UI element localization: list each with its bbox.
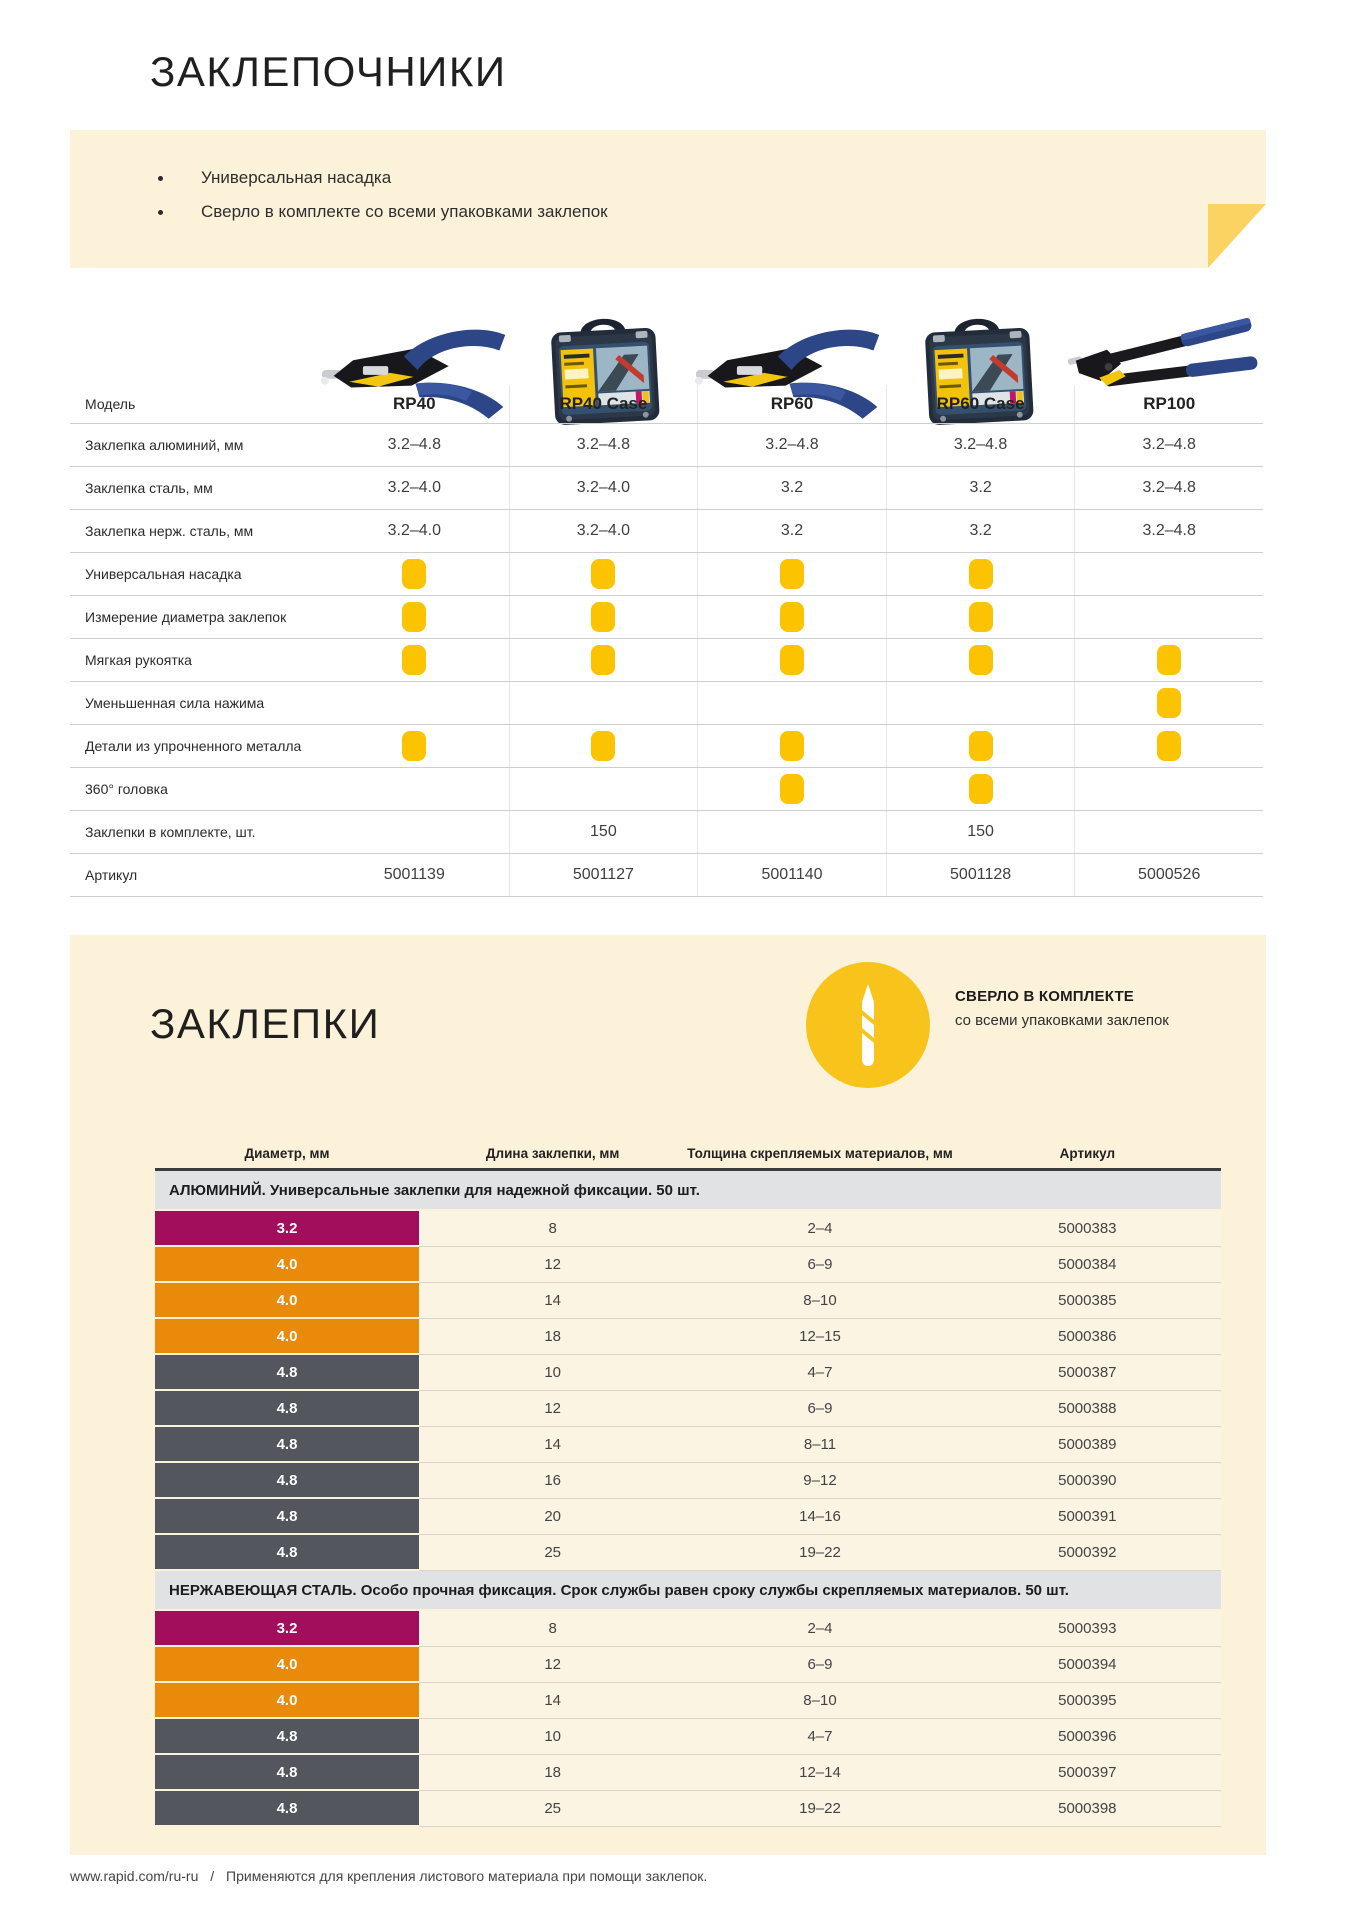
table-cell — [320, 639, 509, 681]
rivet-row — [155, 1683, 1221, 1719]
table-cell: 150 — [509, 811, 698, 853]
feature-check-icon — [969, 731, 993, 761]
row-label: Измерение диаметра заклепок — [85, 609, 287, 625]
rivet-length-cell: 12 — [419, 1391, 686, 1427]
table-cell — [320, 682, 509, 724]
table-row-flag — [70, 639, 1263, 682]
rivet-length-cell: 14 — [419, 1683, 686, 1719]
table-cell: 3.2 — [886, 510, 1075, 552]
rivet-thickness-cell: 6–9 — [686, 1647, 953, 1683]
table-cell: 3.2–4.8 — [509, 424, 698, 466]
model-name-label: RP100 — [1143, 394, 1196, 413]
row-label: Заклепка алюминий, мм — [85, 437, 244, 453]
table-cell: 3.2 — [886, 467, 1075, 509]
rivet-sku-cell: 5000398 — [954, 1791, 1221, 1827]
table-row-text — [70, 854, 1263, 897]
drill-included-badge — [806, 962, 930, 1088]
rivet-sku-cell: 5000393 — [954, 1611, 1221, 1647]
model-name-rp40-case — [509, 385, 698, 423]
table-row-flag — [70, 768, 1263, 811]
rivet-length-cell: 25 — [419, 1535, 686, 1571]
rivet-length-cell: 20 — [419, 1499, 686, 1535]
feature-check-icon — [780, 602, 804, 632]
drill-badge-caption — [955, 988, 1169, 1029]
feature-check-icon — [780, 559, 804, 589]
feature-check-icon — [1157, 645, 1181, 675]
table-cell — [886, 553, 1075, 595]
table-cell — [886, 725, 1075, 767]
model-name-label: RP40 Case — [559, 394, 648, 413]
table-cell — [320, 596, 509, 638]
feature-check-icon — [591, 559, 615, 589]
bullet-dot-icon — [158, 210, 163, 215]
table-cell — [886, 768, 1075, 810]
rivet-length-cell: 10 — [419, 1355, 686, 1391]
drill-bit-icon — [806, 962, 930, 1088]
row-label: Универсальная насадка — [85, 566, 242, 582]
rivet-row — [155, 1611, 1221, 1647]
feature-check-icon — [402, 731, 426, 761]
table-cell — [1074, 811, 1263, 853]
rivet-sku-cell: 5000387 — [954, 1355, 1221, 1391]
row-label: Мягкая рукоятка — [85, 652, 192, 668]
table-cell — [1074, 682, 1263, 724]
rivet-thickness-cell: 2–4 — [686, 1611, 953, 1647]
column-header-diameter: Диаметр, мм — [244, 1145, 330, 1161]
rivet-length-cell: 16 — [419, 1463, 686, 1499]
rivet-thickness-cell: 8–10 — [686, 1683, 953, 1719]
table-cell: 5000526 — [1074, 854, 1263, 896]
rivet-sku-cell: 5000384 — [954, 1247, 1221, 1283]
rivet-sku-cell: 5000396 — [954, 1719, 1221, 1755]
column-header-thickness: Толщина скрепляемых материалов, мм — [687, 1145, 953, 1161]
row-label: Заклепка нерж. сталь, мм — [85, 523, 254, 539]
table-cell: 3.2–4.8 — [886, 424, 1075, 466]
rivet-row — [155, 1283, 1221, 1319]
bullet-dot-icon — [158, 176, 163, 181]
rivet-thickness-cell: 8–10 — [686, 1283, 953, 1319]
rivets-table — [155, 1138, 1221, 1827]
rivets-section-band: НЕРЖАВЕЮЩАЯ СТАЛЬ. Особо прочная фиксация. Срок службы равен сроку службы скрепляемых материалов. 50 шт. — [155, 1571, 1221, 1609]
feature-check-icon — [969, 602, 993, 632]
model-name-rp40 — [320, 385, 509, 423]
rivet-row — [155, 1535, 1221, 1571]
rivet-row — [155, 1463, 1221, 1499]
column-header-length: Длина заклепки, мм — [485, 1145, 620, 1161]
rivet-row — [155, 1247, 1221, 1283]
rivet-row — [155, 1211, 1221, 1247]
rivet-sku-cell: 5000388 — [954, 1391, 1221, 1427]
intro-bullet-item — [158, 202, 608, 222]
rivet-row — [155, 1319, 1221, 1355]
rivet-diameter-cell: 4.0 — [155, 1247, 419, 1283]
rivet-diameter-cell: 4.0 — [155, 1319, 419, 1355]
footer-url: www.rapid.com/ru-ru — [70, 1868, 199, 1884]
table-cell — [697, 725, 886, 767]
table-row-flag — [70, 725, 1263, 768]
table-cell — [697, 682, 886, 724]
rivet-length-cell: 12 — [419, 1647, 686, 1683]
rivet-sku-cell: 5000392 — [954, 1535, 1221, 1571]
feature-check-icon — [1157, 688, 1181, 718]
intro-bullet-item — [158, 168, 608, 188]
table-cell — [1074, 639, 1263, 681]
rivet-diameter-cell: 4.8 — [155, 1791, 419, 1827]
rivet-row — [155, 1499, 1221, 1535]
table-cell — [320, 768, 509, 810]
intro-highlight-box — [70, 130, 1266, 268]
rivet-sku-cell: 5000385 — [954, 1283, 1221, 1319]
table-cell — [697, 639, 886, 681]
table-row-flag — [70, 553, 1263, 596]
model-name-label: RP40 — [393, 394, 436, 413]
drill-caption-subtitle: со всеми упаковками заклепок — [955, 1012, 1169, 1029]
rivet-sku-cell: 5000391 — [954, 1499, 1221, 1535]
table-cell — [697, 768, 886, 810]
table-cell: 5001140 — [697, 854, 886, 896]
rivet-thickness-cell: 6–9 — [686, 1247, 953, 1283]
rivet-diameter-cell: 4.8 — [155, 1463, 419, 1499]
rivet-diameter-cell: 4.8 — [155, 1499, 419, 1535]
model-name-rp100 — [1074, 385, 1263, 423]
model-name-rp60 — [697, 385, 886, 423]
rivet-sku-cell: 5000397 — [954, 1755, 1221, 1791]
rivet-diameter-cell: 4.8 — [155, 1391, 419, 1427]
feature-check-icon — [1157, 731, 1181, 761]
table-cell: 3.2–4.8 — [1074, 467, 1263, 509]
row-label: Уменьшенная сила нажима — [85, 695, 265, 711]
rivet-length-cell: 25 — [419, 1791, 686, 1827]
table-cell: 3.2–4.8 — [697, 424, 886, 466]
table-cell: 3.2–4.0 — [387, 479, 441, 496]
rivets-table-body — [155, 1171, 1221, 1827]
feature-check-icon — [402, 645, 426, 675]
rivet-diameter-cell: 4.8 — [155, 1355, 419, 1391]
model-name-label: RP60 — [770, 394, 814, 413]
table-row-text — [70, 467, 1263, 510]
row-label: 360° головка — [85, 781, 168, 797]
rivet-row — [155, 1755, 1221, 1791]
table-cell — [886, 682, 1075, 724]
feature-check-icon — [402, 602, 426, 632]
rivet-length-cell: 12 — [419, 1247, 686, 1283]
feature-check-icon — [780, 645, 804, 675]
feature-check-icon — [969, 645, 993, 675]
intro-bullet-list — [158, 168, 608, 236]
rivet-sku-cell: 5000394 — [954, 1647, 1221, 1683]
rivet-thickness-cell: 6–9 — [686, 1391, 953, 1427]
rivet-diameter-cell: 4.0 — [155, 1647, 419, 1683]
table-cell — [697, 811, 886, 853]
feature-check-icon — [591, 645, 615, 675]
rivet-thickness-cell: 4–7 — [686, 1355, 953, 1391]
rivet-diameter-cell: 4.8 — [155, 1755, 419, 1791]
row-label: Детали из упрочненного металла — [85, 738, 302, 754]
table-cell: 3.2 — [697, 510, 886, 552]
table-cell: 3.2–4.0 — [387, 522, 441, 539]
table-cell — [1074, 768, 1263, 810]
rivet-sku-cell: 5000386 — [954, 1319, 1221, 1355]
rivet-thickness-cell: 2–4 — [686, 1211, 953, 1247]
table-cell — [886, 639, 1075, 681]
rivet-diameter-cell: 4.8 — [155, 1719, 419, 1755]
rivet-thickness-cell: 19–22 — [686, 1791, 953, 1827]
intro-bullet-text: Универсальная насадка — [201, 168, 392, 187]
feature-check-icon — [402, 559, 426, 589]
rivet-thickness-cell: 9–12 — [686, 1463, 953, 1499]
feature-check-icon — [591, 731, 615, 761]
rivet-length-cell: 14 — [419, 1427, 686, 1463]
rivet-length-cell: 8 — [419, 1211, 686, 1247]
table-cell — [697, 553, 886, 595]
rivet-thickness-cell: 12–14 — [686, 1755, 953, 1791]
rivet-diameter-cell: 4.8 — [155, 1535, 419, 1571]
rivet-sku-cell: 5000390 — [954, 1463, 1221, 1499]
rivet-thickness-cell: 19–22 — [686, 1535, 953, 1571]
rivet-row — [155, 1427, 1221, 1463]
rivet-row — [155, 1391, 1221, 1427]
table-cell: 3.2–4.8 — [1074, 424, 1263, 466]
rivet-diameter-cell: 4.8 — [155, 1427, 419, 1463]
table-cell: 5001128 — [886, 854, 1075, 896]
rivet-length-cell: 18 — [419, 1319, 686, 1355]
table-row-text — [70, 424, 1263, 467]
page-footer — [70, 1868, 707, 1884]
rivets-section-band: АЛЮМИНИЙ. Универсальные заклепки для надежной фиксации. 50 шт. — [155, 1171, 1221, 1209]
rivet-diameter-cell: 3.2 — [155, 1611, 419, 1647]
table-row-flag — [70, 682, 1263, 725]
feature-check-icon — [591, 602, 615, 632]
rivet-diameter-cell: 3.2 — [155, 1211, 419, 1247]
table-cell: 150 — [886, 811, 1075, 853]
rivets-table-header-row — [155, 1138, 1221, 1171]
table-cell: 5001127 — [509, 854, 698, 896]
model-row-label: Модель — [85, 396, 136, 412]
page-title-riveters: ЗАКЛЕПОЧНИКИ — [150, 48, 507, 95]
rivet-row — [155, 1647, 1221, 1683]
rivet-length-cell: 14 — [419, 1283, 686, 1319]
model-name-label: RP60 Case — [936, 394, 1025, 413]
table-cell — [1074, 725, 1263, 767]
table-cell: 5001139 — [383, 866, 445, 883]
rivet-row — [155, 1355, 1221, 1391]
row-label: Заклепка сталь, мм — [85, 480, 213, 496]
rivet-sku-cell: 5000395 — [954, 1683, 1221, 1719]
rivet-sku-cell: 5000389 — [954, 1427, 1221, 1463]
table-cell: 3.2–4.0 — [509, 467, 698, 509]
table-cell — [320, 811, 509, 853]
feature-check-icon — [969, 559, 993, 589]
rivet-thickness-cell: 8–11 — [686, 1427, 953, 1463]
footer-note: Применяются для крепления листового материала при помощи заклепок. — [226, 1868, 708, 1884]
table-cell — [509, 725, 698, 767]
rivet-diameter-cell: 4.0 — [155, 1283, 419, 1319]
rivet-length-cell: 18 — [419, 1755, 686, 1791]
rivet-length-cell: 8 — [419, 1611, 686, 1647]
table-cell: 3.2–4.8 — [1074, 510, 1263, 552]
rivet-length-cell: 10 — [419, 1719, 686, 1755]
table-cell — [1074, 553, 1263, 595]
table-cell — [509, 682, 698, 724]
rivet-sku-cell: 5000383 — [954, 1211, 1221, 1247]
table-cell: 3.2 — [697, 467, 886, 509]
feature-check-icon — [780, 774, 804, 804]
intro-bullet-text: Сверло в комплекте со всеми упаковками заклепок — [201, 202, 608, 221]
feature-check-icon — [780, 731, 804, 761]
table-cell — [509, 639, 698, 681]
table-cell — [320, 553, 509, 595]
footer-separator: / — [210, 1868, 215, 1884]
column-header-sku: Артикул — [1059, 1145, 1116, 1161]
row-label: Артикул — [85, 867, 138, 883]
rivet-thickness-cell: 14–16 — [686, 1499, 953, 1535]
table-row-text — [70, 811, 1263, 854]
table-cell — [509, 768, 698, 810]
rivet-diameter-cell: 4.0 — [155, 1683, 419, 1719]
table-cell — [886, 596, 1075, 638]
table-row-flag — [70, 596, 1263, 639]
feature-check-icon — [969, 774, 993, 804]
row-label: Заклепки в комплекте, шт. — [85, 824, 256, 840]
table-cell — [697, 596, 886, 638]
model-name-rp60-case — [886, 385, 1075, 423]
table-cell — [1074, 596, 1263, 638]
drill-caption-title: СВЕРЛО В КОМПЛЕКТЕ — [955, 988, 1135, 1005]
table-row-text — [70, 510, 1263, 553]
table-cell — [509, 596, 698, 638]
riveters-comparison-table — [70, 385, 1263, 897]
table-cell — [320, 725, 509, 767]
rivet-thickness-cell: 4–7 — [686, 1719, 953, 1755]
rivet-thickness-cell: 12–15 — [686, 1319, 953, 1355]
table-cell: 3.2–4.0 — [509, 510, 698, 552]
table-cell: 3.2–4.8 — [387, 436, 441, 453]
rivet-row — [155, 1719, 1221, 1755]
section-title-rivets: ЗАКЛЕПКИ — [150, 1000, 381, 1047]
rivet-row — [155, 1791, 1221, 1827]
model-header-row — [70, 385, 1263, 424]
table-cell — [509, 553, 698, 595]
